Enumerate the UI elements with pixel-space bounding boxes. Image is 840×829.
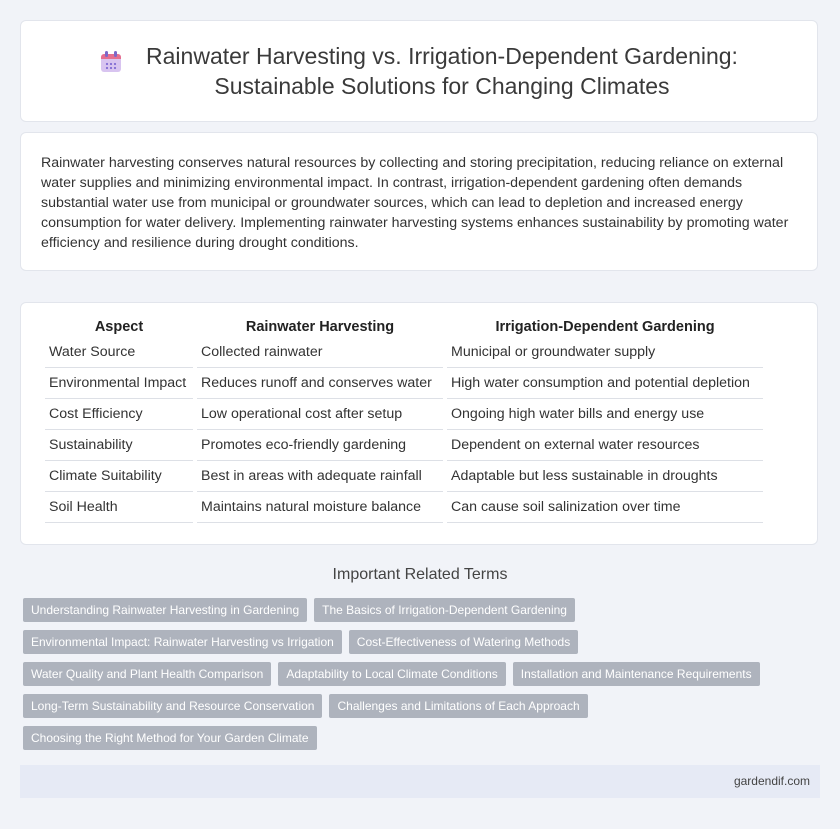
intro-card: [20, 132, 818, 271]
related-term-tag[interactable]: Choosing the Right Method for Your Garden Climate: [23, 726, 317, 750]
header-card: [20, 20, 818, 122]
table-cell: Environmental Impact: [45, 368, 193, 399]
table-row: [45, 368, 763, 399]
related-term-tag[interactable]: Adaptability to Local Climate Conditions: [278, 662, 505, 686]
comparison-table: [41, 315, 767, 523]
intro-paragraph: Rainwater harvesting conserves natural resources by collecting and storing precipitation, reducing reliance on external water supplies and minimizing environmental impact. In contrast, irrigation-dependent gardening often demands substantial water use from municipal or groundwater sources, which can lead to depletion and increased energy consumption for water delivery. Implementing rainwater harvesting systems enhances sustainability by promoting water efficiency and resilience during drought conditions.: [41, 155, 789, 251]
table-row: [45, 337, 763, 368]
table-cell: Climate Suitability: [45, 461, 193, 492]
footer: [20, 765, 820, 798]
table-cell: Promotes eco-friendly gardening: [197, 430, 443, 461]
related-term-tag[interactable]: Challenges and Limitations of Each Approach: [329, 694, 587, 718]
table-cell: Cost Efficiency: [45, 399, 193, 430]
table-cell: Low operational cost after setup: [197, 399, 443, 430]
table-cell: High water consumption and potential depletion: [447, 368, 763, 399]
related-term-tag[interactable]: Water Quality and Plant Health Comparison: [23, 662, 271, 686]
table-cell: Dependent on external water resources: [447, 430, 763, 461]
header-irrigation: Irrigation-Dependent Gardening: [495, 319, 715, 335]
table-cell: Can cause soil salinization over time: [447, 492, 763, 523]
calendar-icon: [100, 51, 122, 73]
header-rainwater: Rainwater Harvesting: [245, 319, 395, 335]
related-terms-title: Important Related Terms: [332, 566, 508, 583]
table-row: [45, 461, 763, 492]
related-term-tag[interactable]: Long-Term Sustainability and Resource Conservation: [23, 694, 322, 718]
footer-site-link[interactable]: gardendif.com: [733, 774, 810, 788]
header-aspect: Aspect: [94, 319, 144, 335]
related-term-tag[interactable]: Cost-Effectiveness of Watering Methods: [349, 630, 578, 654]
related-term-tag[interactable]: Environmental Impact: Rainwater Harvesting vs Irrigation: [23, 630, 342, 654]
related-term-tag[interactable]: Installation and Maintenance Requirements: [513, 662, 760, 686]
table-cell: Best in areas with adequate rainfall: [197, 461, 443, 492]
table-cell: Reduces runoff and conserves water: [197, 368, 443, 399]
related-term-tag[interactable]: The Basics of Irrigation-Dependent Gardening: [314, 598, 575, 622]
table-cell: Adaptable but less sustainable in droughts: [447, 461, 763, 492]
title-line-1: Rainwater Harvesting vs. Irrigation-Dependent Gardening:: [146, 43, 738, 69]
table-cell: Municipal or groundwater supply: [447, 337, 763, 368]
related-terms-list: [23, 598, 813, 758]
page-title: [146, 41, 738, 101]
table-cell: Maintains natural moisture balance: [197, 492, 443, 523]
related-term-tag[interactable]: Understanding Rainwater Harvesting in Gardening: [23, 598, 307, 622]
table-cell: Sustainability: [45, 430, 193, 461]
table-cell: Ongoing high water bills and energy use: [447, 399, 763, 430]
table-cell: Water Source: [45, 337, 193, 368]
comparison-table-card: [20, 302, 818, 545]
table-row: [45, 399, 763, 430]
table-cell: Collected rainwater: [197, 337, 443, 368]
table-row: [45, 430, 763, 461]
title-line-2: Sustainable Solutions for Changing Climates: [214, 73, 670, 99]
table-cell: Soil Health: [45, 492, 193, 523]
table-row: [45, 492, 763, 523]
table-header-row: [45, 315, 763, 337]
